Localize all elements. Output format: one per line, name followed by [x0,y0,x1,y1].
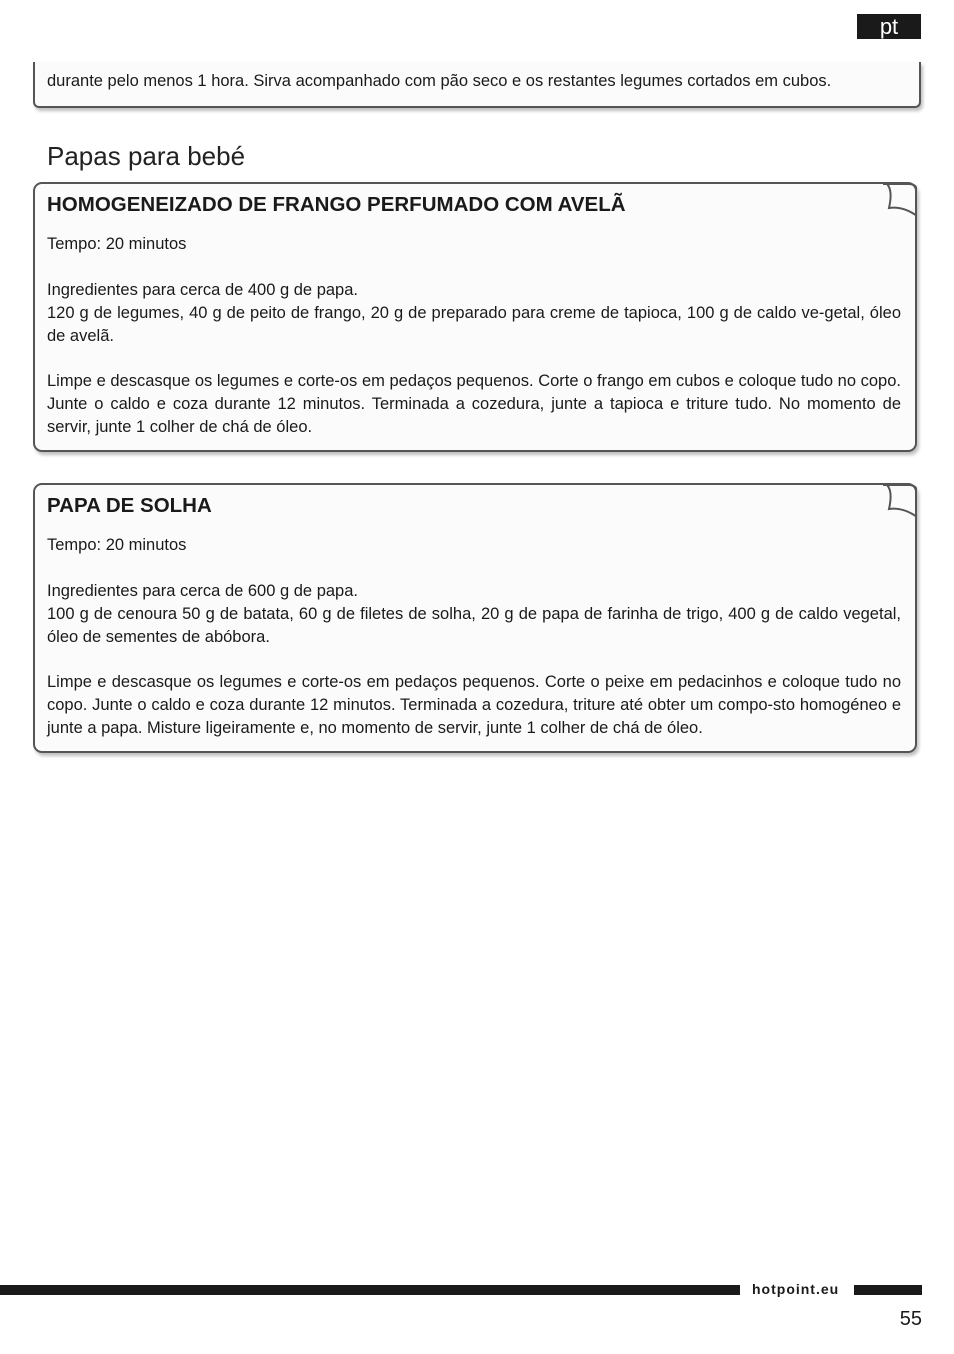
continuation-text: durante pelo menos 1 hora. Sirva acompanhado com pão seco e os restantes legumes cortados em cubos. [47,72,832,90]
recipe-card-solha [33,483,917,753]
footer-divider-right [854,1285,922,1295]
language-tab: pt [857,14,921,39]
recipe-title: HOMOGENEIZADO DE FRANGO PERFUMADO COM AVELÃ [47,193,626,216]
page-fold-icon [883,182,917,218]
recipe-ingredients: 100 g de cenoura 50 g de batata, 60 g de filetes de solha, 20 g de papa de farinha de trigo, 400 g de caldo vegetal, óleo de sementes de abóbora. [47,604,901,646]
recipe-title: PAPA DE SOLHA [47,494,212,517]
recipe-time: Tempo: 20 minutos [47,536,187,554]
page-number: 55 [899,1308,922,1330]
section-title: Papas para bebé [47,141,246,171]
footer-brand: hotpoint.eu [752,1281,840,1297]
page-fold-icon [883,483,917,519]
recipe-ingredients-intro: Ingredientes para cerca de 400 g de papa. [47,280,358,299]
footer-divider-left [0,1285,740,1295]
recipe-method: Limpe e descasque os legumes e corte-os em pedaços pequenos. Corte o peixe em pedacinhos e coloque tudo no copo. Junte o caldo e coza durante 12 minutos. Terminada a cozedura, triture até obter um compo-sto homogéneo e junte a papa. Misture ligeiramente e, no momento de servir, junte 1 colher de chá de óleo. [47,673,901,737]
recipe-ingredients-intro: Ingredientes para cerca de 600 g de papa. [47,581,358,600]
recipe-card-frango [33,182,917,452]
recipe-ingredients: 120 g de legumes, 40 g de peito de frango, 20 g de preparado para creme de tapioca, 100 g de caldo ve-getal, óleo de avelã. [47,303,901,345]
recipe-method: Limpe e descasque os legumes e corte-os em pedaços pequenos. Corte o frango em cubos e coloque tudo no copo. Junte o caldo e coza durante 12 minutos. Terminada a cozedura, junte a tapioca e triture tudo. No momento de servir, junte 1 colher de chá de óleo. [47,372,901,436]
continuation-box [33,62,921,108]
recipe-time: Tempo: 20 minutos [47,235,187,253]
